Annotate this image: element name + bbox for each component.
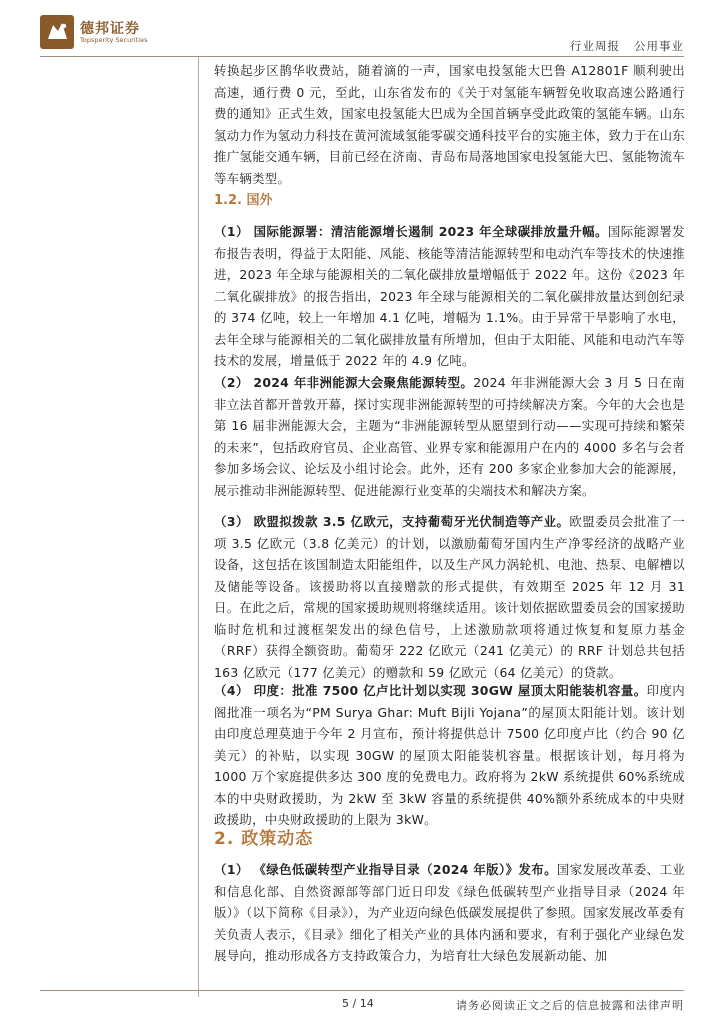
policy-lead: （1） 《绿色低碳转型产业指导目录（2024 年版）》发布。 (214, 862, 557, 877)
policy-paragraph (214, 859, 685, 967)
news-body: 印度内阁批准一项名为“PM Surya Ghar: Muft Bijli Yojana”的屋顶太阳能计划。该计划由印度总理莫迪于今年 2 月宣布，预计将提供总计 7500 亿印度卢比（约合 90 亿美元）的补贴，以实现 30GW 的屋顶太阳能装机容量。根据该计划，每月将为 1000 万个家庭提供多达 300 度的免费电力。政府将为 2kW 系统提供 60%系统成本的中央财政援助，为 2kW 至 3kW 容量的系统提供 40%额外系统成本的中央财政援助，中央财政援助的上限为 3kW。 (214, 683, 685, 827)
news-item (214, 372, 685, 501)
page-number: 5 / 14 (342, 997, 374, 1010)
chapter-heading: 2. 政策动态 (214, 829, 314, 849)
page-header (0, 0, 724, 64)
intro-block (214, 60, 685, 189)
news-body: 2024 年非洲能源大会 3 月 5 日在南非立法首都开普敦开幕，探讨实现非洲能源转型的可持续解决方案。今年的大会也是第 16 届非洲能源大会，主题为“非洲能源转型从愿望到行动——实现可持续和繁荣的未来”，包括政府官员、企业高管、业界专家和能源用户在内的 4000 多名与会者参加多场会议、论坛及小组讨论会。此外，还有 200 多家企业参加大会的能源展，展示推动非洲能源转型、促进能源行业变革的尖端技术和解决方案。 (214, 375, 686, 498)
intro-paragraph: 转换起步区鹊华收费站，随着滴的一声，国家电投氢能大巴鲁 A12801F 顺利驶出高速，通行费 0 元，至此，山东省发布的《关于对氢能车辆暂免收取高速公路通行费的通知》正式生效，国家电投氢能大巴成为全国首辆享受此政策的氢能车辆。山东氢动力作为氢动力科技在黄河流域氢能零碳交通科技平台的实施主体，致力于在山东推广氢能交通车辆，目前已经在济南、青岛布局落地国家电投氢能大巴、氢能物流车等车辆类型。 (214, 63, 685, 186)
section-heading: 1.2. 国外 (214, 193, 273, 208)
news-lead: （4） 印度：批准 7500 亿卢比计划以实现 30GW 屋顶太阳能装机容量。 (214, 683, 647, 698)
company-logo (40, 15, 190, 49)
news-item (214, 221, 685, 372)
news-item (214, 511, 685, 683)
page-footer (0, 990, 724, 1024)
logo-name: 德邦证券 (80, 21, 140, 37)
news-lead: （1） 国际能源署：清洁能源增长遏制 2023 年全球碳排放量升幅。 (214, 224, 608, 239)
news-paragraph (214, 221, 685, 372)
report-category: 行业周报 公用事业 (570, 39, 684, 53)
news-item (214, 680, 685, 831)
logo-emblem-icon (40, 15, 74, 49)
left-rule (198, 57, 199, 997)
legal-disclaimer: 请务必阅读正文之后的信息披露和法律声明 (456, 999, 684, 1012)
news-body: 国际能源署发布报告表明，得益于太阳能、风能、核能等清洁能源转型和电动汽车等技术的快速推进，2023 年全球与能源相关的二氧化碳排放量增幅低于 2022 年。这份《2023 年二氧化碳排放》的报告指出，2023 年全球与能源相关的二氧化碳排放量达到创纪录的 374 亿吨，较上一年增加 4.1 亿吨，增幅为 1.1%。由于异常干旱影响了水电，去年全球与能源相关的二氧化碳排放量有所增加，但由于太阳能、风能和电动汽车等技术的发展，增量低于 2022 年的 4.9 亿吨。 (214, 224, 685, 368)
policy-item (214, 859, 685, 967)
news-paragraph (214, 372, 685, 501)
policy-body: 国家发展改革委、工业和信息化部、自然资源部等部门近日印发《绿色低碳转型产业指导目录（2024 年版）》（以下简称《目录》），为产业迈向绿色低碳发展提供了参照。国家发展改革委有关负责人表示，《目录》细化了相关产业的具体内涵和要求，有利于强化产业绿色发展导向，推动形成各方支持政策合力，为培育壮大绿色发展新动能、加 (214, 862, 686, 963)
footer-divider (40, 990, 684, 991)
news-paragraph (214, 511, 685, 683)
news-body: 欧盟委员会批准了一项 3.5 亿欧元（3.8 亿美元）的计划，以激励葡萄牙国内生产净零经济的战略产业设备，这包括在该国制造太阳能组件，以及生产风力涡轮机、电池、热泵、电解槽以及储能等设备。该援助将以直接赠款的形式提供，有效期至 2025 年 12 月 31 日。在此之后，常规的国家援助规则将继续适用。该计划依据欧盟委员会的国家援助临时危机和过渡框架发出的绿色信号，上述激励款项将通过恢复和复原力基金（RRF）获得全额资助。葡萄牙 222 亿欧元（241 亿美元）的 RRF 计划总共包括 163 亿欧元（177 亿美元）的赠款和 59 亿欧元（64 亿美元）的贷款。 (214, 514, 686, 680)
header-divider (40, 56, 684, 57)
logo-subtitle: Topsperity Securities (80, 36, 148, 44)
news-lead: （2） 2024 年非洲能源大会聚焦能源转型。 (214, 375, 474, 390)
news-paragraph (214, 680, 685, 831)
news-lead: （3） 欧盟拟拨款 3.5 亿欧元，支持葡萄牙光伏制造等产业。 (214, 514, 570, 529)
